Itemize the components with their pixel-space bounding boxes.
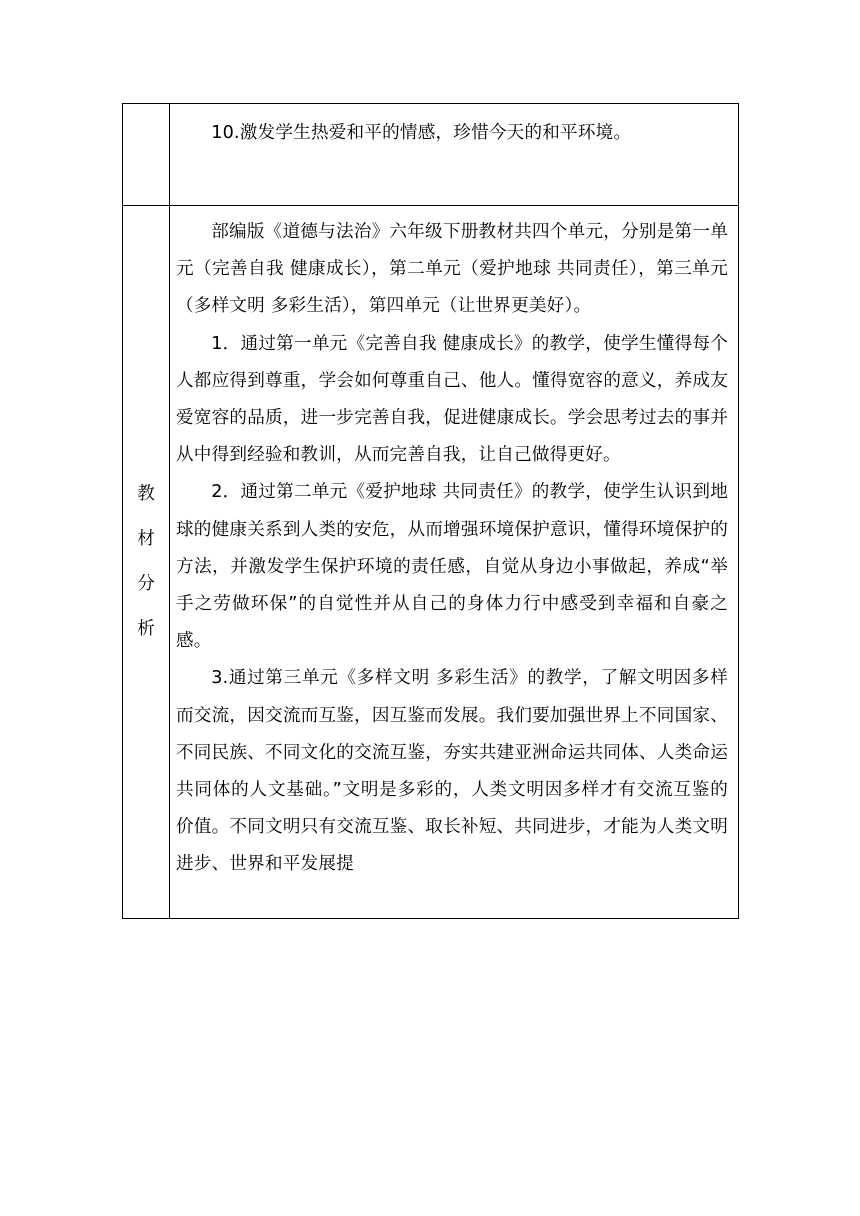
objective-cell (170, 104, 739, 206)
label-char: 析 (137, 619, 155, 639)
label-char: 分 (137, 574, 155, 594)
label-char: 材 (137, 529, 155, 549)
table-row (123, 206, 739, 919)
label-char: 教 (137, 484, 155, 504)
analysis-cell (170, 206, 739, 919)
empty-label-cell (123, 104, 170, 206)
analysis-paragraph-unit2: 2．通过第二单元《爱护地球 共同责任》的教学，使学生认识到地球的健康关系到人类的安危，从而增强环境保护意识，懂得环境保护的方法，并激发学生保护环境的责任感，自觉从身边小事做起，养成“举手之劳做环保”的自觉性并从自己的身体力行中感受到幸福和自豪之感。 (176, 482, 728, 652)
analysis-paragraph-intro: 部编版《道德与法治》六年级下册教材共四个单元，分别是第一单元（完善自我 健康成长），第二单元（爱护地球 共同责任），第三单元（多样文明 多彩生活），第四单元（让世界更美好）。 (176, 222, 728, 317)
analysis-paragraph-unit1: 1．通过第一单元《完善自我 健康成长》的教学，使学生懂得每个人都应得到尊重，学会如何尊重自己、他人。懂得宽容的意义，养成友爱宽容的品质，进一步完善自我，促进健康成长。学会思考过去的事并从中得到经验和教训，从而完善自我，让自己做得更好。 (176, 333, 728, 466)
vertical-label (123, 206, 169, 918)
table-row (123, 104, 739, 206)
objective-paragraph: 10.激发学生热爱和平的情感，珍惜今天的和平环境。 (211, 123, 632, 143)
label-cell (123, 206, 170, 919)
analysis-paragraph-unit3: 3.通过第三单元《多样文明 多彩生活》的教学，了解文明因多样而交流，因交流而互鉴，因互鉴而发展。我们要加强世界上不同国家、不同民族、不同文化的交流互鉴，夯实共建亚洲命运共同体、人类命运共同体的人文基础。”文明是多彩的，人类文明因多样才有交流互鉴的价值。不同文明只有交流互鉴、取长补短、共同进步，才能为人类文明进步、世界和平发展提 (176, 668, 728, 875)
document-table (122, 103, 739, 919)
